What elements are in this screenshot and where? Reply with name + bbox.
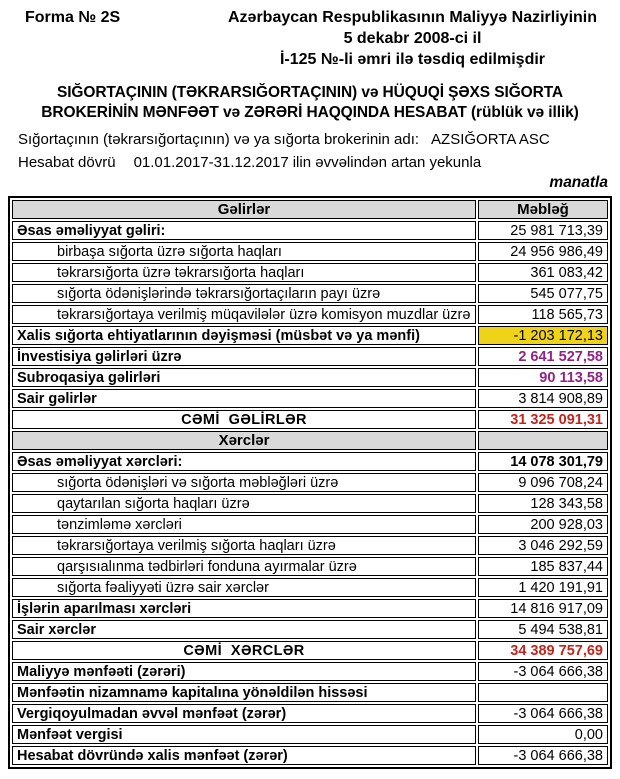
table-row [12,725,608,744]
table-row [12,557,608,576]
row-label: qarşısıalınma tədbirləri fonduna ayırmalar üzrə [12,557,476,576]
approval-line-1: Azərbaycan Respublikasının Maliyyə Nazirliyinin [227,9,597,26]
insurer-name: AZSIĞORTA ASC [431,131,550,148]
table-row [12,662,608,681]
table-row [12,473,608,492]
row-amount: 3 814 908,89 [478,389,608,408]
period-suffix: ilin əvvəlindən artan yekunla [292,154,482,171]
row-amount: -3 064 666,38 [478,746,608,765]
row-amount: 1 420 191,91 [478,578,608,597]
row-label: tənzimləmə xərcləri [12,515,476,534]
table-row [12,242,608,261]
row-amount: 545 077,75 [478,284,608,303]
table-row [12,326,608,345]
page-title: SIĞORTAÇININ (TƏKRARSIĞORTAÇININ) və HÜQUQİ ŞƏXS SIĞORTA BROKERİNİN MƏNFƏƏT və ZƏRƏRİ HAQQINDA HESABAT (rüblük və illik) [41,84,579,121]
table-row [12,263,608,282]
row-amount: 5 494 538,81 [478,620,608,639]
row-amount: 31 325 091,31 [478,410,608,429]
row-label: CƏMİ XƏRCLƏR [12,641,476,660]
row-amount: 3 046 292,59 [478,536,608,555]
row-label: Maliyyə mənfəəti (zərəri) [12,662,476,681]
row-label: Mənfəət vergisi [12,725,476,744]
row-label: Hesabat dövründə xalis mənfəət (zərər) [12,746,476,765]
row-label: sığorta ödənişlərində təkrarsığortaçıların payı üzrə [12,284,476,303]
row-label: İşlərin aparılması xərcləri [12,599,476,618]
row-amount: -3 064 666,38 [478,704,608,723]
row-amount: 0,00 [478,725,608,744]
insurer-line [8,130,612,150]
top-header [8,7,612,70]
table-row [12,494,608,513]
table-row [12,746,608,765]
table-row [12,536,608,555]
report-table [8,196,612,769]
table-header-row [12,200,608,219]
table-row [12,410,608,429]
row-amount: 200 928,03 [478,515,608,534]
row-amount: 14 816 917,09 [478,599,608,618]
table-row [12,284,608,303]
column-header-income: Gəlirlər [12,200,476,219]
approval-block [213,7,612,70]
row-label: Sair gəlirlər [12,389,476,408]
row-amount: 34 389 757,69 [478,641,608,660]
table-row [12,704,608,723]
section-header-row [12,431,608,450]
table-row [12,389,608,408]
row-amount: -1 203 172,13 [478,326,608,345]
row-amount: 361 083,42 [478,263,608,282]
row-amount: 185 837,44 [478,557,608,576]
table-row [12,578,608,597]
approval-line-2: 5 dekabr 2008-ci il [343,30,482,47]
table-row [12,452,608,471]
row-label: CƏMİ GƏLİRLƏR [12,410,476,429]
row-amount: 2 641 527,58 [478,347,608,366]
table-row [12,620,608,639]
row-amount [478,683,608,702]
table-row [12,221,608,240]
row-label: təkrarsığortaya verilmiş müqavilələr üzrə komisyon muzdlar üzrə [12,305,476,324]
row-label: Mənfəətin nizamnamə kapitalına yönəldilən hissəsi [12,683,476,702]
row-amount: 24 956 986,49 [478,242,608,261]
report-table-body [12,221,608,765]
row-label: təkrarsığortaya verilmiş sığorta haqları üzrə [12,536,476,555]
table-row [12,683,608,702]
insurer-label: Sığortaçının (təkrarsığortaçının) və ya sığorta brokerinin adı: [18,131,420,148]
row-label: sığorta fəaliyyəti üzrə sair xərclər [12,578,476,597]
form-number: Forma № 2S [25,9,121,26]
row-amount: -3 064 666,38 [478,662,608,681]
period-line [8,153,612,173]
currency-note: manatla [549,174,608,191]
table-row [12,515,608,534]
row-label: Xalis sığorta ehtiyatlarının dəyişməsi (müsbət və ya mənfi) [12,326,476,345]
row-amount: 90 113,58 [478,368,608,387]
period-label: Hesabat dövrü [18,154,116,171]
row-amount: 9 096 708,24 [478,473,608,492]
row-label: birbaşa sığorta üzrə sığorta haqları [12,242,476,261]
row-label: Əsas əməliyyat xərcləri: [12,452,476,471]
approval-line-3: İ-125 №-li əmri ilə təsdiq edilmişdir [279,51,546,68]
row-amount: 14 078 301,79 [478,452,608,471]
column-header-amount: Məbləğ [478,200,608,219]
row-label: sığorta ödənişləri və sığorta məbləğləri üzrə [12,473,476,492]
section-title: Xərclər [12,431,476,450]
table-row [12,368,608,387]
row-label: Vergiqoyulmadan əvvəl mənfəət (zərər) [12,704,476,723]
row-label: İnvestisiya gəlirləri üzrə [12,347,476,366]
row-label: Sair xərclər [12,620,476,639]
period-value: 01.01.2017-31.12.2017 [133,154,289,171]
row-amount: 118 565,73 [478,305,608,324]
row-amount: 25 981 713,39 [478,221,608,240]
row-label: Əsas əməliyyat gəliri: [12,221,476,240]
table-row [12,305,608,324]
row-label: Subroqasiya gəlirləri [12,368,476,387]
row-amount: 128 343,58 [478,494,608,513]
row-label: qaytarılan sığorta haqları üzrə [12,494,476,513]
table-row [12,599,608,618]
table-row [12,347,608,366]
row-amount [478,431,608,450]
table-row [12,641,608,660]
row-label: təkrarsığorta üzrə təkrarsığorta haqları [12,263,476,282]
